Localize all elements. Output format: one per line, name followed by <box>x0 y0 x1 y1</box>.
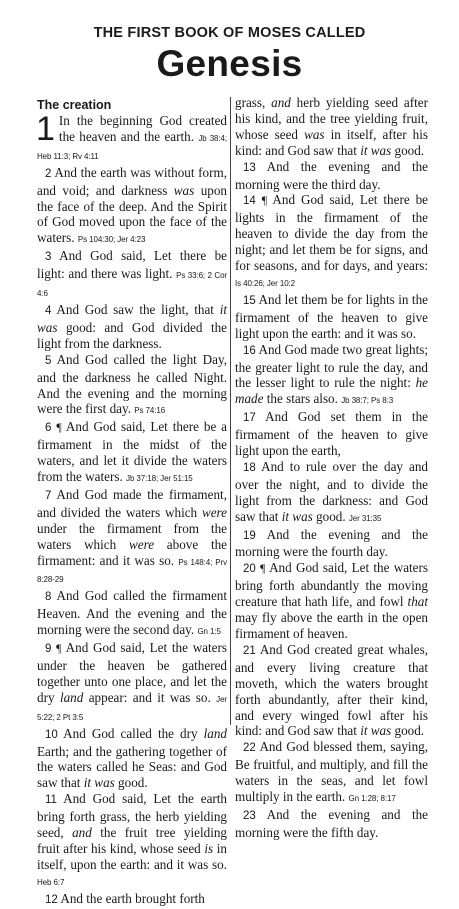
verse-13 <box>235 159 428 193</box>
verse-text: it was <box>37 301 227 335</box>
verse-text: upon the face of the deep. And the Spirit of God moved upon the face of the waters. <box>37 182 227 246</box>
verse-number: 9 <box>45 643 52 656</box>
verse-text: And God called the dry <box>63 725 204 741</box>
verse-text: were <box>201 504 227 520</box>
verse-1 <box>36 110 228 165</box>
verse-number: 22 <box>243 742 256 755</box>
verse-number: 19 <box>243 529 256 542</box>
verse-number: 12 <box>45 893 58 906</box>
verse-number: 13 <box>243 161 256 174</box>
verse-number: 17 <box>243 412 256 425</box>
verse-number: 10 <box>45 728 58 741</box>
verse-20 <box>235 560 428 642</box>
verse-number: 4 <box>45 304 52 317</box>
verse-text: And God created great whales, and every living creature that moveth, which the waters brought forth abundantly, after their kind, and every winged fowl after his kind: and God saw that <box>235 641 428 739</box>
verse-number: 7 <box>45 489 52 502</box>
verse-number: 3 <box>45 251 52 264</box>
verse-15 <box>235 292 428 342</box>
book-title: THE FIRST BOOK OF MOSES CALLED <box>93 25 366 41</box>
verse-number: 15 <box>243 294 256 307</box>
verse-7 <box>37 487 227 588</box>
verse-12 <box>37 891 227 909</box>
verse-text: and <box>271 95 291 110</box>
verse-number: 20 <box>243 563 256 576</box>
verse-text: And God said, Let there be a firmament in the midst of the waters, and let it divide the waters from the waters. <box>37 419 227 485</box>
verse-16 <box>235 342 428 410</box>
verse-text: land <box>59 689 84 705</box>
verse-text: And the evening and the morning were the third day. <box>235 158 429 192</box>
verse-text: And to rule over the day and over the night, and to divide the light from the darkness: and God saw that <box>235 458 429 524</box>
verse-19 <box>235 527 428 561</box>
verse-18 <box>235 459 428 527</box>
cross-reference: Heb 6:7 <box>37 877 65 887</box>
verse-text: good. <box>391 723 425 739</box>
verse-text: And God called the light Day, and the darkness he called Night. And the evening and the morning were the first day. <box>37 351 228 417</box>
verse-text: herb yielding seed after his kind, and the tree yielding fruit, whose seed <box>235 95 428 142</box>
verse-5 <box>37 352 227 420</box>
paragraph-mark: ¶ <box>261 193 268 208</box>
verse-text: that <box>407 594 428 610</box>
verse-22 <box>235 739 428 807</box>
verse-text: good: and God divided the light from the darkness. <box>37 319 227 351</box>
verse-text: And God set them in the firmament of the heaven to give light upon the earth, <box>235 409 428 459</box>
verse-text: Earth; and the gathering together of the waters called he Seas: and God saw that <box>37 743 227 791</box>
verse-text: And God said, Let there be lights in the firmament of the heaven to divide the day from the night; and let them be for signs, and for seasons, and for days, and years: <box>235 192 428 274</box>
column-divider <box>230 97 231 725</box>
verse-text: was <box>304 126 325 142</box>
verse-text: in itself, after his kind: and God saw that <box>235 126 429 158</box>
cross-reference: Ps 104:30; Jer 4:23 <box>77 235 146 245</box>
verse-text: and <box>72 825 92 841</box>
verse-2 <box>37 165 227 249</box>
cross-reference: Jer 5:22; 2 Pt 3:5 <box>37 694 227 722</box>
verse-number: 18 <box>243 461 256 474</box>
verse-number: 11 <box>45 794 57 807</box>
cross-reference: Jb 38:4; Heb 11:3; Rv 4:11 <box>37 133 228 161</box>
verse-text: it was <box>83 775 115 791</box>
chapter-number: 1 <box>36 110 55 148</box>
paragraph-mark: ¶ <box>56 420 62 435</box>
verse-10 <box>37 726 227 792</box>
section-heading: The creation <box>37 98 112 112</box>
cross-reference: Jer 31:35 <box>348 513 382 523</box>
verse-text: grass, <box>235 95 272 110</box>
verse-text: were <box>128 536 155 552</box>
verse-text: good. <box>114 775 148 791</box>
verse-8 <box>37 588 227 640</box>
verse-number: 5 <box>45 354 52 367</box>
verse-number: 16 <box>243 344 256 357</box>
verse-text: And God called the firmament Heaven. And the evening and the morning were the second day. <box>37 588 227 638</box>
verse-11 <box>37 791 227 890</box>
verse-text: appear: and it was so. <box>83 689 217 705</box>
verse-number: 6 <box>45 422 52 435</box>
verse-text: And God saw the light, that <box>56 301 220 317</box>
verse-23 <box>235 807 428 841</box>
verse-text: it was <box>360 142 392 158</box>
verse-text: the fruit tree yielding fruit after his kind, whose seed <box>37 825 227 856</box>
left-verses <box>36 110 228 909</box>
cross-reference: Ps 148:4; Prv 8:28-29 <box>37 557 227 585</box>
verse-number: 2 <box>45 167 52 180</box>
verse-text: And God said, Let the earth bring forth grass, the herb yielding seed, <box>37 791 228 841</box>
verse-number: 21 <box>243 644 256 657</box>
verse-continued <box>235 95 428 159</box>
verse-3 <box>37 248 227 302</box>
verse-text: land <box>203 725 227 741</box>
verse-text: And let them be for lights in the firmament of the heaven to give light upon the earth: and it was so. <box>235 291 428 341</box>
cross-reference: Gn 1:28; 8:17 <box>348 794 396 804</box>
cross-reference: Jb 37:18; Jer 51:15 <box>126 474 193 484</box>
verse-text: the stars also. <box>263 391 342 407</box>
paragraph-mark: ¶ <box>260 561 266 576</box>
verse-text: was <box>173 182 195 198</box>
verse-text: And God blessed them, saying, Be fruitful, and multiply, and fill the waters in the seas, and let fowl multiply in the earth. <box>235 739 428 805</box>
verse-text: In the beginning God created the heaven and the earth. <box>58 113 227 144</box>
right-column <box>235 95 428 841</box>
cross-reference: Is 40:26; Jer 10:2 <box>235 278 296 288</box>
right-verses <box>235 95 428 841</box>
verse-text: And the earth was without form, and void; and darkness <box>37 164 227 198</box>
verse-text: may fly above the earth in the open firmament of heaven. <box>235 610 428 641</box>
left-column <box>37 95 227 909</box>
verse-text: in itself, upon the earth: and it was so. <box>37 840 227 872</box>
cross-reference: Jb 38:7; Ps 8:3 <box>341 396 394 406</box>
verse-text: And the evening and the morning were the fourth day. <box>235 526 429 560</box>
verse-text: he made <box>235 375 428 407</box>
verse-text: is <box>204 840 214 856</box>
cross-reference: Ps 74:16 <box>134 406 166 416</box>
verse-number: 23 <box>243 809 256 822</box>
verse-text: And the earth brought forth <box>60 890 205 906</box>
verse-text: And God made two great lights; the greater light to rule the day, and the lesser light to rule the night: <box>235 341 428 391</box>
verse-text: And God said, Let the waters bring forth abundantly the moving creature that hath life, and fowl <box>235 560 428 610</box>
verse-4 <box>37 302 227 352</box>
verse-text: And God made the firmament, and divided the waters which <box>37 486 227 520</box>
verse-text: under the firmament from the waters which <box>37 520 227 552</box>
cross-reference: Ps 33:6; 2 Cor 4:6 <box>37 271 227 299</box>
paragraph-mark: ¶ <box>56 641 62 656</box>
verse-text: good. <box>312 508 349 524</box>
verse-number: 14 <box>243 195 256 208</box>
verse-text: And the evening and the morning were the fifth day. <box>235 806 429 840</box>
verse-text: good. <box>391 142 425 158</box>
verse-text: above the firmament: and it was so. <box>37 536 228 568</box>
verse-9 <box>37 640 227 726</box>
verse-number: 8 <box>45 591 52 604</box>
cross-reference: Gn 1:5 <box>197 627 221 637</box>
verse-text: And God said, Let there be light: and there was light. <box>37 248 227 282</box>
verse-text: it was <box>281 508 313 524</box>
verse-21 <box>235 642 428 739</box>
verse-text: it was <box>360 723 392 739</box>
verse-text: And God said, Let the waters under the heaven be gathered together unto one place, and let the dry <box>37 640 227 705</box>
verse-6 <box>37 419 227 487</box>
book-name: Genesis <box>156 43 303 84</box>
verse-14 <box>235 192 428 291</box>
verse-17 <box>235 409 428 459</box>
